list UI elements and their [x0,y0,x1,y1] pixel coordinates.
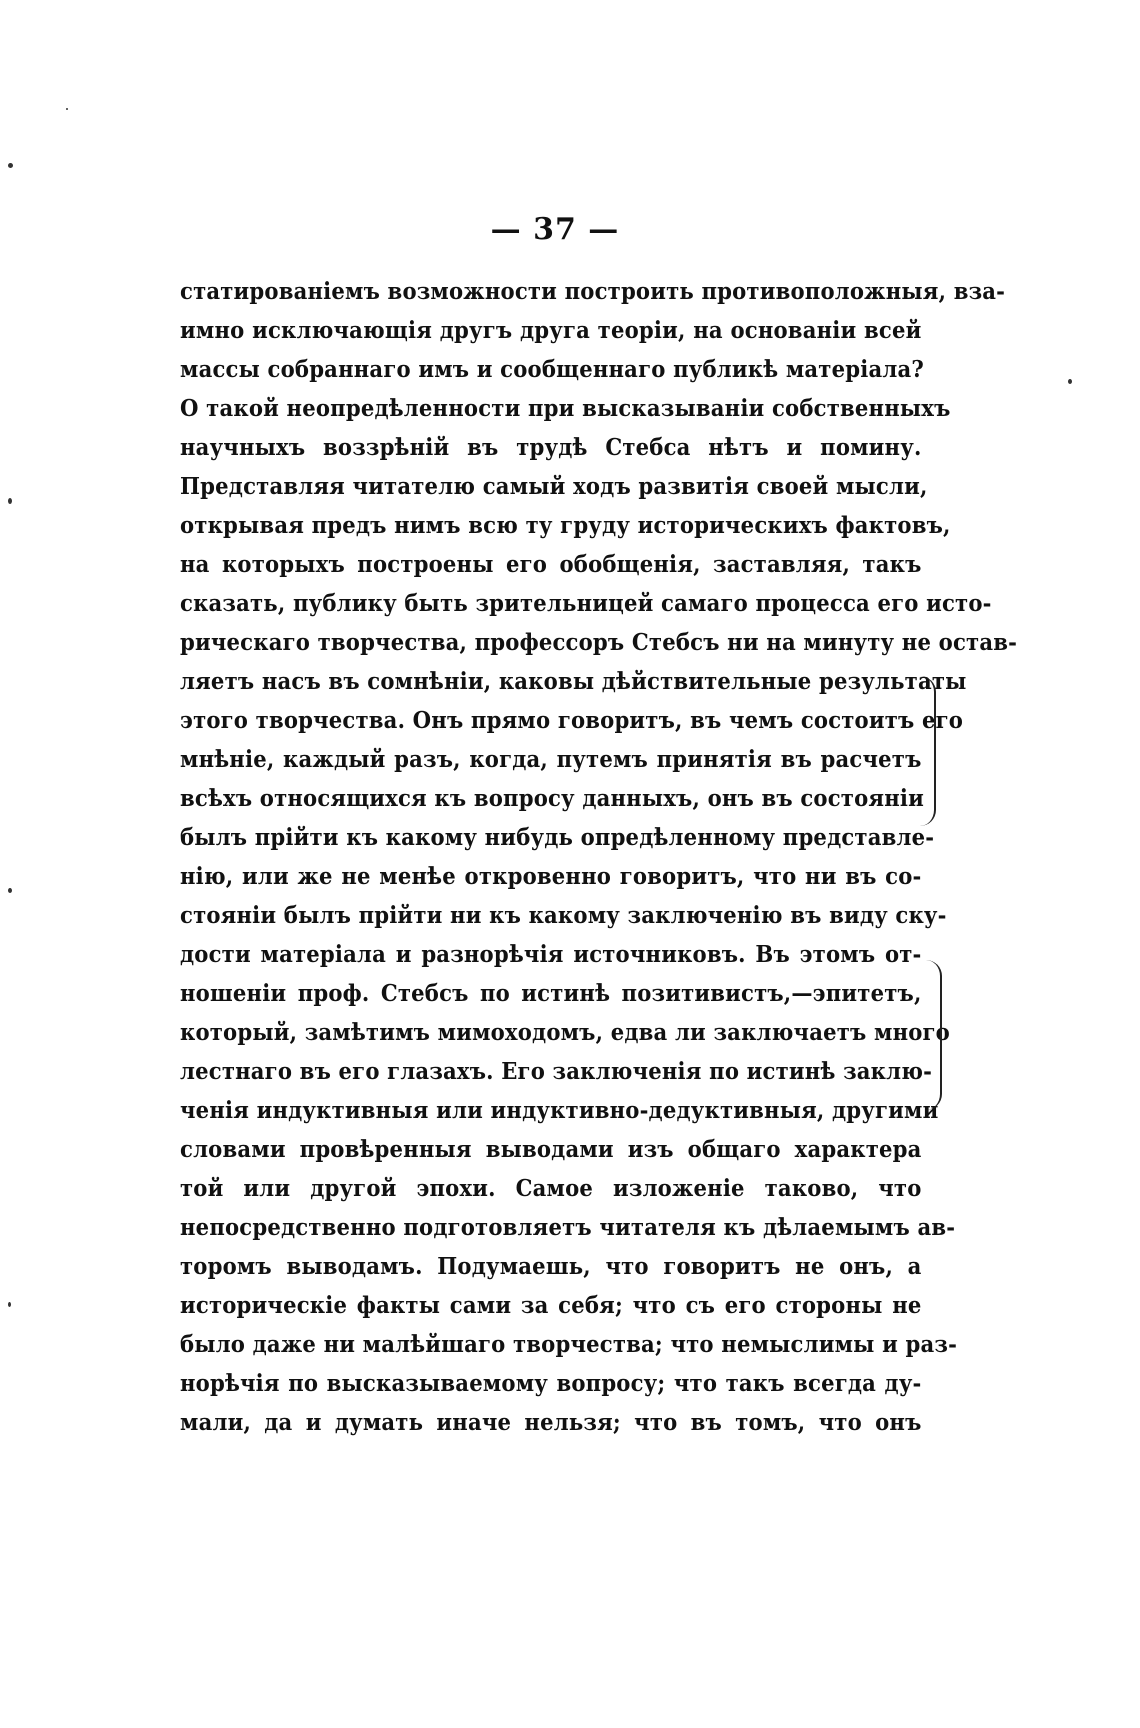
scan-speck [8,888,12,893]
text-line: норѣчія по высказываемому вопросу; что такъ всегда ду- [180,1370,922,1397]
text-line: этого творчества. Онъ прямо говоритъ, въ чемъ состоитъ его [180,707,964,734]
text-line: всѣхъ относящихся къ вопросу данныхъ, онъ въ состояніи [180,785,924,812]
text-line: ченія индуктивныя или индуктивно-дедуктивныя, другими [180,1097,939,1124]
text-line: статированіемъ возможности построить противоположныя, вза- [180,278,1006,305]
text-line: открывая предъ нимъ всю ту груду историческихъ фактовъ, [180,512,951,539]
scan-speck [1068,379,1072,384]
text-line: О такой неопредѣленности при высказываніи собственныхъ [180,395,951,422]
text-line: научныхъ воззрѣній въ трудѣ Стебса нѣтъ и помину. [180,434,922,461]
text-line: было даже ни малѣйшаго творчества; что немыслимы и раз- [180,1331,958,1358]
scan-speck [66,108,68,110]
text-line: ляетъ насъ въ сомнѣніи, каковы дѣйствительные результаты [180,668,967,695]
text-line: сказать, публику быть зрительницей самаго процесса его исто- [180,590,992,617]
text-line: историческіе факты сами за себя; что съ его стороны не [180,1292,922,1319]
text-line: массы собраннаго имъ и сообщеннаго публикѣ матеріала? [180,356,924,383]
text-line: лестнаго въ его глазахъ. Его заключенія по истинѣ заклю- [180,1058,933,1085]
text-line: нію, или же не менѣе откровенно говоритъ, что ни въ со- [180,863,922,890]
scan-speck [8,1302,11,1307]
text-line: торомъ выводамъ. Подумаешь, что говоритъ не онъ, а [180,1253,922,1280]
text-line: дости матеріала и разнорѣчія источниковъ. Въ этомъ от- [180,941,922,968]
text-line: рическаго творчества, профессоръ Стебсъ ни на минуту не остав- [180,629,1018,656]
text-line: словами провѣренныя выводами изъ общаго характера [180,1136,922,1163]
scan-speck [8,498,12,504]
text-line: на которыхъ построены его обобщенія, заставляя, такъ [180,551,922,578]
scan-speck [8,163,13,168]
text-line: который, замѣтимъ мимоходомъ, едва ли заключаетъ много [180,1019,950,1046]
text-line: Представляя читателю самый ходъ развитія своей мысли, [180,473,928,500]
body-text [180,272,1018,1442]
text-line: былъ прійти къ какому нибудь опредѣленному представле- [180,824,935,851]
margin-bracket [926,960,942,1110]
text-line: ношеніи проф. Стебсъ по истинѣ позитивистъ,—эпитетъ, [180,980,922,1007]
text-line: имно исключающія другъ друга теоріи, на основаніи всей [180,317,922,344]
text-line: той или другой эпохи. Самое изложеніе таково, что [180,1175,922,1202]
text-line: мнѣніе, каждый разъ, когда, путемъ принятія въ расчетъ [180,746,922,773]
text-line: стояніи былъ прійти ни къ какому заключенію въ виду ску- [180,902,947,929]
page-number: — 37 — [490,212,620,247]
margin-bracket [920,676,936,826]
text-line: непосредственно подготовляетъ читателя къ дѣлаемымъ ав- [180,1214,956,1241]
text-line: мали, да и думать иначе нельзя; что въ томъ, что онъ [180,1409,922,1436]
